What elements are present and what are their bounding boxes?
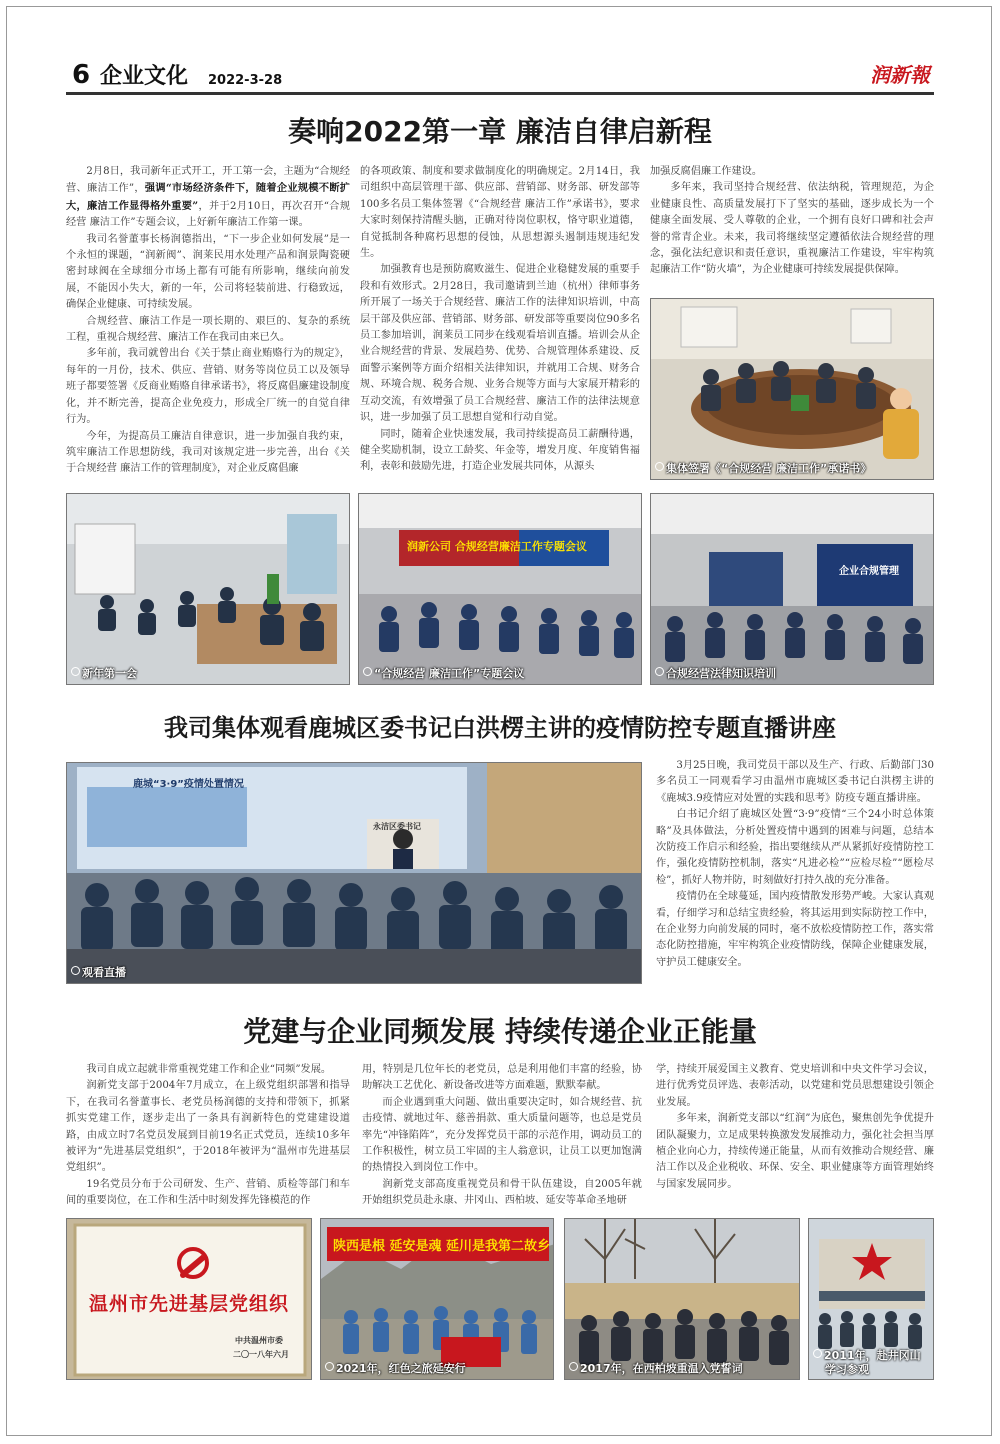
article2-headline: 我司集体观看鹿城区委书记白洪楞主讲的疫情防控专题直播讲座	[164, 714, 836, 742]
article3-column-2	[362, 1062, 642, 1210]
photo-new-year-meeting	[66, 493, 350, 685]
photo-special-meeting	[358, 493, 642, 685]
caption-legal-training: 合规经营法律知识培训	[655, 665, 776, 681]
photo-watching-livestream	[66, 762, 642, 984]
section-title: 企业文化	[100, 64, 189, 89]
article3-paragraph: 多年来，润新党支部以“红润”为底色，聚焦创先争优提升团队凝聚力，立足成果转换激发发展推动力，强化社会担当厚植企业向心力，持续传递正能量，从而有效推动合规经营、廉洁工作以及企业税收、环保、安全、职业健康等方面管理始终与国家发展同步。	[656, 1113, 934, 1190]
article3-paragraph: 19名党员分布于公司研发、生产、营销、质检等部门和车间的重要岗位，在工作和生活中时刻发挥先锋模范的作	[66, 1178, 350, 1207]
livestream-screen-title: 鹿城“3·9”疫情处置情况	[133, 779, 244, 790]
article2-body	[656, 758, 934, 971]
newspaper-logo: 润新報	[870, 63, 930, 87]
article1-column-3	[650, 164, 934, 279]
article3-headline: 党建与企业同频发展 持续传递企业正能量	[243, 1015, 757, 1048]
photo-red-trip-yanan	[320, 1218, 554, 1380]
article2-paragraph: 白书记介绍了鹿城区处置“3·9”疫情“三个24小时总体策略”及具体做法，分析处置疫情中遇到的困难与问题，总结本次防疫工作启示和经验，指出要继续从严从紧抓好疫情防控工作，强化疫情防控机制，落实“凡进必检”“应检尽检”“愿检尽检”，抓好人物并防，时刻做好打持久战的充分准备。	[656, 809, 934, 886]
article3-paragraph: 润新党支部高度重视党员和骨干队伍建设，自2005年就开始组织党员赴永康、井冈山、西柏坡、延安等革命圣地研	[362, 1178, 642, 1207]
training-screen-text: 企业合规管理	[839, 566, 899, 577]
article1-paragraph: 多年前，我司就曾出台《关于禁止商业贿赂行为的规定》，每年的一月份，技术、供应、营销、财务等岗位员工以及领导班子都要签署《反商业贿赂自律承诺书》，将反腐倡廉建设制度化，并不断完善，提高企业免疫力，形成全厂统一的自觉自律行为。	[66, 348, 350, 426]
caption-xibaipo: 2017年，在西柏坡重温入党誓词	[569, 1360, 743, 1376]
plaque-date: 二〇一八年六月	[233, 1350, 289, 1359]
new-year-meeting-illustration	[67, 494, 350, 685]
article1-paragraph: 合规经营、廉洁工作是一项长期的、艰巨的、复杂的系统工程，重视合规经营、廉洁工作在我司由来已久。	[66, 315, 350, 344]
article1-paragraph: 多年来，我司坚持合规经营、依法纳税，管理规范，为企业健康良性、高质量发展打下了坚实的基础，逐步成长为一个健康全面发展、受人尊敬的企业，一个拥有良好口碑和社会声誉的常青企业。未来，我司将继续坚定遵循依法合规经营的理念，强化法纪意识和责任意识，重视廉洁工作建设，牢牢构筑起廉洁工作“防火墙”，为企业健康可持续发展提供保障。	[650, 182, 934, 276]
livestream-illustration	[67, 763, 642, 984]
article1-column-2	[360, 164, 640, 476]
article2-paragraph: 疫情仍在全球蔓延，国内疫情散发形势严峻。大家认真观看，仔细学习和总结宝贵经验，将其运用到实际防控工作中，在企业努力向前发展的同时，毫不放松疫情防控工作，落实常态化防控措施，牢牢构筑企业疫情防线，保障企业健康发展，守护员工健康安全。	[656, 891, 934, 968]
article3-column-1	[66, 1062, 350, 1210]
plaque-issuer: 中共温州市委	[235, 1336, 283, 1345]
article1-column-1	[66, 164, 350, 478]
photo-jinggangshan-visit	[808, 1218, 934, 1380]
livestream-speaker-label: 永洁区委书记	[373, 822, 421, 831]
article1-paragraph: 今年，为提高员工廉洁自律意识，进一步加强自我约束，筑牢廉洁工作思想防线，我司对该规定进一步完善，出台《关于合规经营 廉洁工作的管理制度》，对企业反腐倡廉	[66, 430, 350, 475]
article1-paragraph: 加强反腐倡廉工作建设。	[650, 166, 763, 177]
article1-paragraph: 加强教育也是预防腐败滋生、促进企业稳健发展的重要手段和有效形式。2月28日，我司邀请到兰迪（杭州）律师事务所开展了一场关于合规经营、廉洁工作的法律知识培训，中高层干部及供应部、营销部、财务部、研发部等重要岗位90多名员工参加培训，润莱员工同步在线观看培训直播。培训会从企业合规经营的背景、发展趋势、优势、合规管理体系建设、反面警示案例等方面介绍相关法律知识，并就用工合规、财务合规、环境合规、税务合规、业务合规等方面与大家展开精彩的互动交流，有效增强了员工合规经营、廉洁工作的法律法规意识，进一步加强了员工思想自觉和行动自觉。	[360, 264, 640, 424]
article1-paragraph: 2月8日，我司新年正式开工，开工第一会，主题为“合规经营、廉洁工作”，强调“市场经济条件下，随着企业规模不断扩大，廉洁工作显得格外重要”，并于2月10日，再次召开“合规经营 廉洁工作”专题会议，上好新年廉洁工作第一课。	[66, 166, 351, 229]
photo-xibaipo-oath	[564, 1218, 800, 1380]
special-meeting-banner-text: 润新公司 合规经营廉洁工作专题会议	[407, 540, 587, 553]
article3-paragraph: 学，持续开展爱国主义教育、党史培训和中央文件学习会议，进行优秀党员评选、表彰活动，以党建和党员思想建设引领企业发展。	[656, 1064, 934, 1108]
legal-training-illustration	[651, 494, 934, 685]
caption-special-meeting: “合规经营 廉洁工作”专题会议	[363, 665, 524, 681]
photo-legal-training	[650, 493, 934, 685]
masthead	[66, 58, 934, 95]
article1-paragraph: 同时，随着企业快速发展，我司持续提高员工薪酬待遇，健全奖励机制，设立工龄奖、年金等，增发月度、年度销售福利，表彰和鼓励先进，打造企业发展共同体，从源头	[360, 428, 640, 473]
article2-paragraph: 3月25日晚，我司党员干部以及生产、行政、后勤部门30多名员工一同观看学习由温州市鹿城区委书记白洪楞主讲的《鹿城3.9疫情应对处置的实践和思考》防疫专题直播讲座。	[656, 760, 934, 804]
caption-jinggangshan-line1: 2011年，赴井冈山	[813, 1347, 921, 1363]
article1-emphasis: 强调“市场经济条件下，随着企业规模不断扩大，廉洁工作显得格外重要”	[66, 182, 350, 212]
xibaipo-illustration	[565, 1219, 800, 1380]
caption-new-year: 新年第一会	[71, 665, 137, 681]
caption-signing: 集体签署《“合规经营 廉洁工作”承诺书》	[655, 460, 871, 476]
special-meeting-illustration	[359, 494, 642, 685]
photo-signing-ceremony	[650, 298, 934, 480]
article3-paragraph: 润新党支部于2004年7月成立，在上级党组织部署和指导下，在我司名誉董事长、老党员杨润德的支持和带领下，抓紧抓实党建工作，逐步走出了一条具有润新特色的党建建设道路，由成立时7名党员发展到目前19名正式党员，连续10多年被评为“先进基层党组织”，于2018年被评为“温州市先进基层党组织”。	[66, 1080, 350, 1174]
plaque-title: 温州市先进基层党组织	[89, 1293, 290, 1315]
caption-red-trip: 2021年，红色之旅延安行	[325, 1360, 466, 1376]
signing-room-illustration	[651, 299, 934, 480]
red-trip-banner-text: 陕西是根 延安是魂 延川是我第二故乡	[333, 1239, 551, 1254]
article3-column-3	[656, 1062, 934, 1193]
article1-paragraph: 的各项政策、制度和要求做制度化的明确规定。2月14日，我司组织中高层管理干部、供应部、营销部、财务部、研发部等100多名员工集体签署《“合规经营 廉洁工作”承诺书》，要求大家时刻保持清醒头脑，正确对待岗位职权，恪守职业道德，自觉抵制各种腐朽思想的侵蚀，从思想源头遏制违规违纪发生。	[360, 166, 640, 260]
article3-paragraph: 用，特别是几位年长的老党员，总是利用他们丰富的经验，协助解决工艺优化、新设备改进等方面难题，默默奉献。	[362, 1064, 642, 1092]
article3-paragraph: 我司自成立起就非常重视党建工作和企业“同频”发展。	[86, 1064, 332, 1075]
article1-headline: 奏响2022第一章 廉洁自律启新程	[288, 115, 712, 148]
photo-award-plaque	[66, 1218, 312, 1380]
page-number: 6	[72, 60, 91, 90]
article1-paragraph: 我司名誉董事长杨润德指出，“下一步企业如何发展”是一个永恒的课题，“润新阀”、润莱民用水处理产品和润景陶瓷硬密封球阀在全球细分市场上都有可能有所影响，继续向前发展，不能因小失大，新的一年，公司将轻装前进、行稳致远，确保企业健康、可持续发展。	[66, 233, 350, 311]
caption-jinggangshan-line2: 学习参观	[825, 1363, 869, 1376]
issue-date: 2022-3-28	[208, 73, 283, 88]
caption-watching-livestream: 观看直播	[71, 964, 126, 980]
article3-paragraph: 而企业遇到重大问题、做出重要决定时，如合规经营、抗击疫情、就地过年、慈善捐款、重大质量问题等，也总是党员率先“冲锋陷阵”，充分发挥党员干部的示范作用，调动员工的工作积极性，树立员工牢固的主人翁意识，让员工以更加饱满的热情投入到岗位工作中。	[362, 1096, 642, 1174]
